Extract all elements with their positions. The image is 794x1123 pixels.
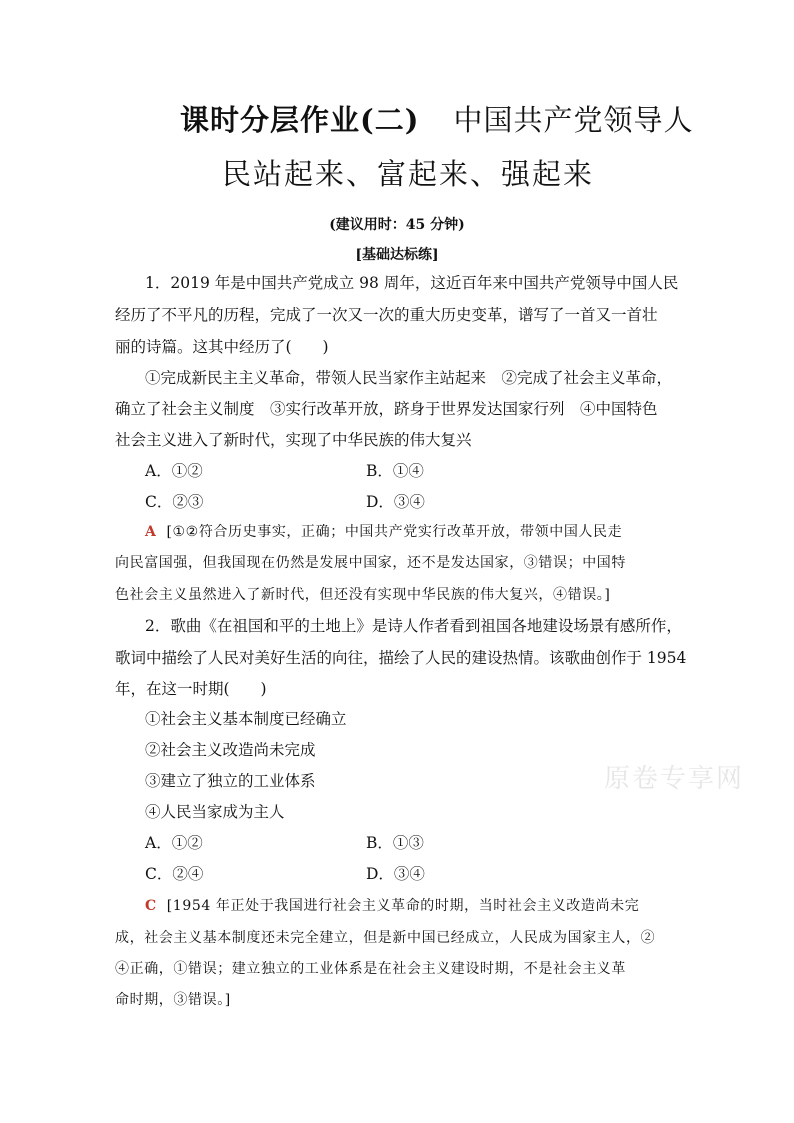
q1-stem-line: 经历了不平凡的历程，完成了一次又一次的重大历史变革，谱写了一首又一首壮 — [115, 306, 658, 324]
q2-item-line: ④人民当家成为主人 — [145, 803, 285, 821]
title-sub-line1: 中国共产党领导人 — [453, 103, 694, 137]
q2-option-b: B．①③ — [366, 834, 424, 852]
q2-option-d: D．③④ — [366, 865, 425, 883]
q2-item-line: ①社会主义基本制度已经确立 — [145, 710, 347, 728]
q2-explanation: 成，社会主义基本制度还未完全建立，但是新中国已经成立，人民成为国家主人，② — [115, 930, 656, 946]
q1-option-a: A．①② — [145, 462, 203, 480]
q2-stem-line: 年，在这一时期( ) — [115, 680, 267, 698]
q2-explanation: 命时期，③错误。] — [115, 992, 231, 1008]
q1-explanation: [①②符合历史事实，正确；中国共产党实行改革开放，带领中国人民走 — [166, 524, 623, 540]
section-label: [基础达标练] — [355, 247, 439, 263]
q1-item-line: ①完成新民主主义革命，带领人民当家作主站起来 ②完成了社会主义革命， — [145, 369, 673, 387]
q2-option-a: A．①② — [145, 834, 203, 852]
q1-item-line: 确立了社会主义制度 ③实行改革开放，跻身于世界发达国家行列 ④中国特色 — [115, 400, 658, 418]
q1-explanation: 向民富国强，但我国现在仍然是发展中国家，还不是发达国家，③错误；中国特 — [115, 555, 626, 571]
q2-explanation: ④正确，①错误；建立独立的工业体系是在社会主义建设时期，不是社会主义革 — [115, 961, 626, 977]
time-hint: (建议用时：45 分钟) — [329, 217, 465, 233]
q1-explanation: 色社会主义虽然进入了新时代，但还没有实现中华民族的伟大复兴，④错误。] — [115, 587, 611, 603]
q1-stem-line: 1．2019 年是中国共产党成立 98 周年，这近百年来中国共产党领导中国人民 — [145, 274, 679, 292]
q2-option-c: C．②④ — [145, 865, 204, 883]
q1-answer-line — [145, 522, 622, 542]
title-main: 课时分层作业(二) — [180, 103, 420, 137]
q2-stem-line: 2．歌曲《在祖国和平的土地上》是诗人作者看到祖国各地建设场景有感所作， — [145, 617, 682, 635]
q2-item-line: ③建立了独立的工业体系 — [145, 772, 316, 790]
q2-answer-letter: C — [145, 898, 157, 914]
q2-item-line: ②社会主义改造尚未完成 — [145, 741, 316, 759]
q1-option-b: B．①④ — [366, 462, 424, 480]
page-title — [180, 98, 693, 139]
q1-option-c: C．②③ — [145, 493, 204, 511]
watermark: 原卷专享网 — [604, 764, 745, 794]
q2-explanation: [1954 年正处于我国进行社会主义革命的时期，当时社会主义改造尚未完 — [166, 898, 640, 914]
title-sub-line2: 民站起来、富起来、强起来 — [222, 157, 595, 191]
q1-stem-line: 丽的诗篇。这其中经历了( ) — [115, 338, 329, 356]
q2-stem-line: 歌词中描绘了人民对美好生活的向往，描绘了人民的建设热情。该歌曲创作于 1954 — [115, 649, 687, 667]
q2-answer-line — [145, 896, 639, 916]
q1-option-d: D．③④ — [366, 493, 425, 511]
q1-item-line: 社会主义进入了新时代，实现了中华民族的伟大复兴 — [115, 431, 472, 449]
q1-answer-letter: A — [145, 524, 157, 540]
